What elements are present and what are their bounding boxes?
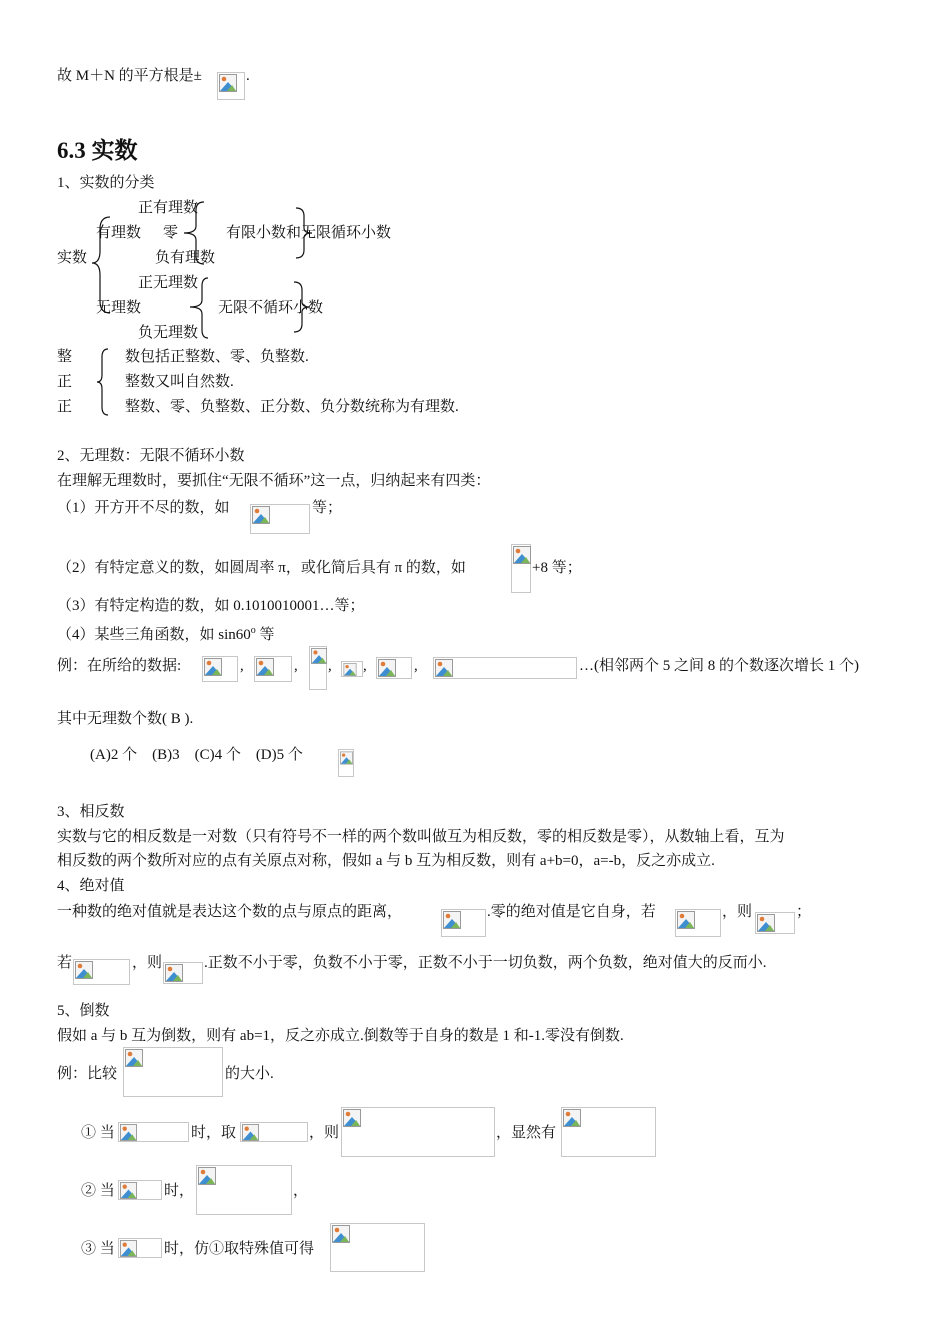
formula-image [441,909,486,937]
s4-line2-a: 若 [57,955,73,971]
formula-image [123,1047,223,1097]
s4-line1-c: ，则 [722,904,753,920]
example-prefix: 例：在所给的数据: [57,658,182,674]
broken-image-icon [513,546,531,564]
formula-image [341,1107,495,1157]
formula-image [433,657,577,679]
example-sep: , [240,658,244,674]
tree-pos-irrational: 正无理数 [138,275,199,291]
formula-image [561,1107,656,1157]
s5-example-suffix: 的大小. [225,1066,274,1082]
broken-image-icon [343,1109,361,1127]
s5-heading: 5、倒数 [57,1003,110,1019]
tree-nonrepeating: 无限不循环小数 [218,300,324,316]
formula-image [202,656,238,682]
s4-heading: 4、绝对值 [57,878,125,894]
s3-line2: 相反数的两个数所对应的点有关原点对称，假如 a 与 b 互为相反数，则有 a+b=0，a=-b，反之亦成立. [57,853,715,869]
broken-image-icon [125,1049,143,1067]
broken-image-icon [332,1225,350,1243]
s5-line1: 假如 a 与 b 互为倒数，则有 ab=1，反之亦成立.倒数等于自身的数是 1 和-1.零没有倒数. [57,1028,624,1044]
broken-image-icon [165,964,183,982]
case2-c: ， [293,1183,309,1199]
case2-a: ② 当 [81,1183,115,1199]
s2-item4: （4）某些三角函数，如 sin60$^o$ 等 [57,625,275,643]
formula-image [254,656,292,682]
broken-image-icon [75,961,93,979]
broken-image-icon [242,1124,259,1141]
broken-image-icon [252,506,270,524]
tree-finite-repeating: 有限小数和无限循环小数 [226,225,392,241]
tree-neg-irrational: 负无理数 [138,325,199,341]
brace-rational [178,200,208,266]
s4-line2-c: .正数不小于零，负数不小于零，正数不小于一切负数，两个负数，绝对值大的反而小. [204,955,767,971]
s4-line2-b: ，则 [132,955,163,971]
tree-rational: 有理数 [96,225,142,241]
s2-heading: 2、无理数：无限不循环小数 [57,448,245,464]
brace-rational-right [294,206,314,260]
broken-image-icon [219,74,237,92]
intro-text: 故 M＋N 的平方根是± [57,68,202,84]
case3-a: ③ 当 [81,1241,115,1257]
example-sep: , [328,658,332,674]
broken-image-icon [563,1109,581,1127]
note-text-2: 整数又叫自然数. [125,374,234,390]
formula-image [118,1122,189,1142]
broken-image-icon [677,911,695,929]
formula-image [675,909,721,937]
tree-zero: 零 [163,225,179,241]
broken-image-icon [120,1240,137,1257]
broken-image-icon [120,1124,137,1141]
tree-pos-rational: 正有理数 [138,200,199,216]
note-text-3: 整数、零、负整数、正分数、负分数统称为有理数. [125,399,459,415]
note-left-2: 正 [57,374,73,390]
s1-heading: 1、实数的分类 [57,175,155,191]
example-question: 其中无理数个数( B ). [57,711,194,727]
broken-image-icon [198,1167,216,1185]
s3-line1: 实数与它的相反数是一对数（只有符号不一样的两个数叫做互为相反数，零的相反数是零），从数轴上看，互为 [57,829,785,845]
s3-heading: 3、相反数 [57,804,125,820]
section-title: 6.3 实数 [57,138,138,163]
formula-image [376,657,412,679]
case3-b: 时，仿①取特殊值可得 [164,1241,315,1257]
brace-irrational-right [292,280,312,334]
broken-image-icon [378,659,396,677]
formula-image [309,646,327,690]
broken-image-icon [120,1182,137,1199]
tree-irrational: 无理数 [96,300,142,316]
brace-real [90,215,120,315]
s5-example-prefix: 例：比较 [57,1066,118,1082]
formula-image [163,962,203,984]
brace-irrational [186,276,212,340]
case1-a: ① 当 [81,1125,115,1141]
s2-item2-suffix: +8 等； [532,560,582,576]
broken-image-icon [340,751,353,765]
formula-image [118,1180,162,1200]
case2-b: 时， [164,1183,195,1199]
note-left-3: 正 [57,399,73,415]
formula-image [196,1165,292,1215]
broken-image-icon [757,914,775,932]
formula-image [250,504,310,534]
s2-intro: 在理解无理数时，要抓住“无限不循环”这一点，归纳起来有四类： [57,473,491,489]
broken-image-icon [435,659,453,677]
example-sep: , [363,658,367,674]
case1-c: ，则 [309,1125,340,1141]
broken-image-icon [443,911,461,929]
s4-line1-a: 一种数的绝对值就是表达这个数的点与原点的距离， [57,904,403,920]
formula-image [338,749,354,777]
broken-image-icon [256,658,274,676]
formula-image [511,544,531,593]
s2-item2: （2）有特定意义的数，如圆周率 π，或化简后具有 π 的数，如 [57,560,466,576]
formula-image [341,661,363,677]
note-left-1: 整 [57,349,73,365]
case1-d: ，显然有 [496,1125,557,1141]
formula-image [755,912,795,934]
s4-line1-d: ； [796,904,812,920]
example-sep: , [294,658,298,674]
example-options: (A)2 个 (B)3 (C)4 个 (D)5 个 [90,747,303,763]
brace-notes [96,347,112,417]
s2-item3: （3）有特定构造的数，如 0.1010010001…等； [57,598,365,614]
formula-image [330,1223,425,1272]
broken-image-icon [343,663,357,676]
broken-image-icon [204,658,222,676]
formula-image [73,959,130,985]
s2-item1-suffix: 等； [312,500,343,516]
case1-b: 时，取 [191,1125,237,1141]
broken-image-icon [311,648,327,664]
intro-suffix: . [246,68,250,84]
formula-image [240,1122,308,1142]
formula-image [217,72,245,100]
s4-line1-b: .零的绝对值是它自身，若 [487,904,656,920]
s2-item1: （1）开方开不尽的数，如 [57,500,230,516]
note-text-1: 数包括正整数、零、负整数. [125,349,309,365]
example-tail: …(相邻两个 5 之间 8 的个数逐次增长 1 个) [579,658,859,674]
example-sep: , [414,658,418,674]
tree-neg-rational: 负有理数 [155,250,216,266]
tree-root: 实数 [57,250,88,266]
formula-image [118,1238,162,1258]
